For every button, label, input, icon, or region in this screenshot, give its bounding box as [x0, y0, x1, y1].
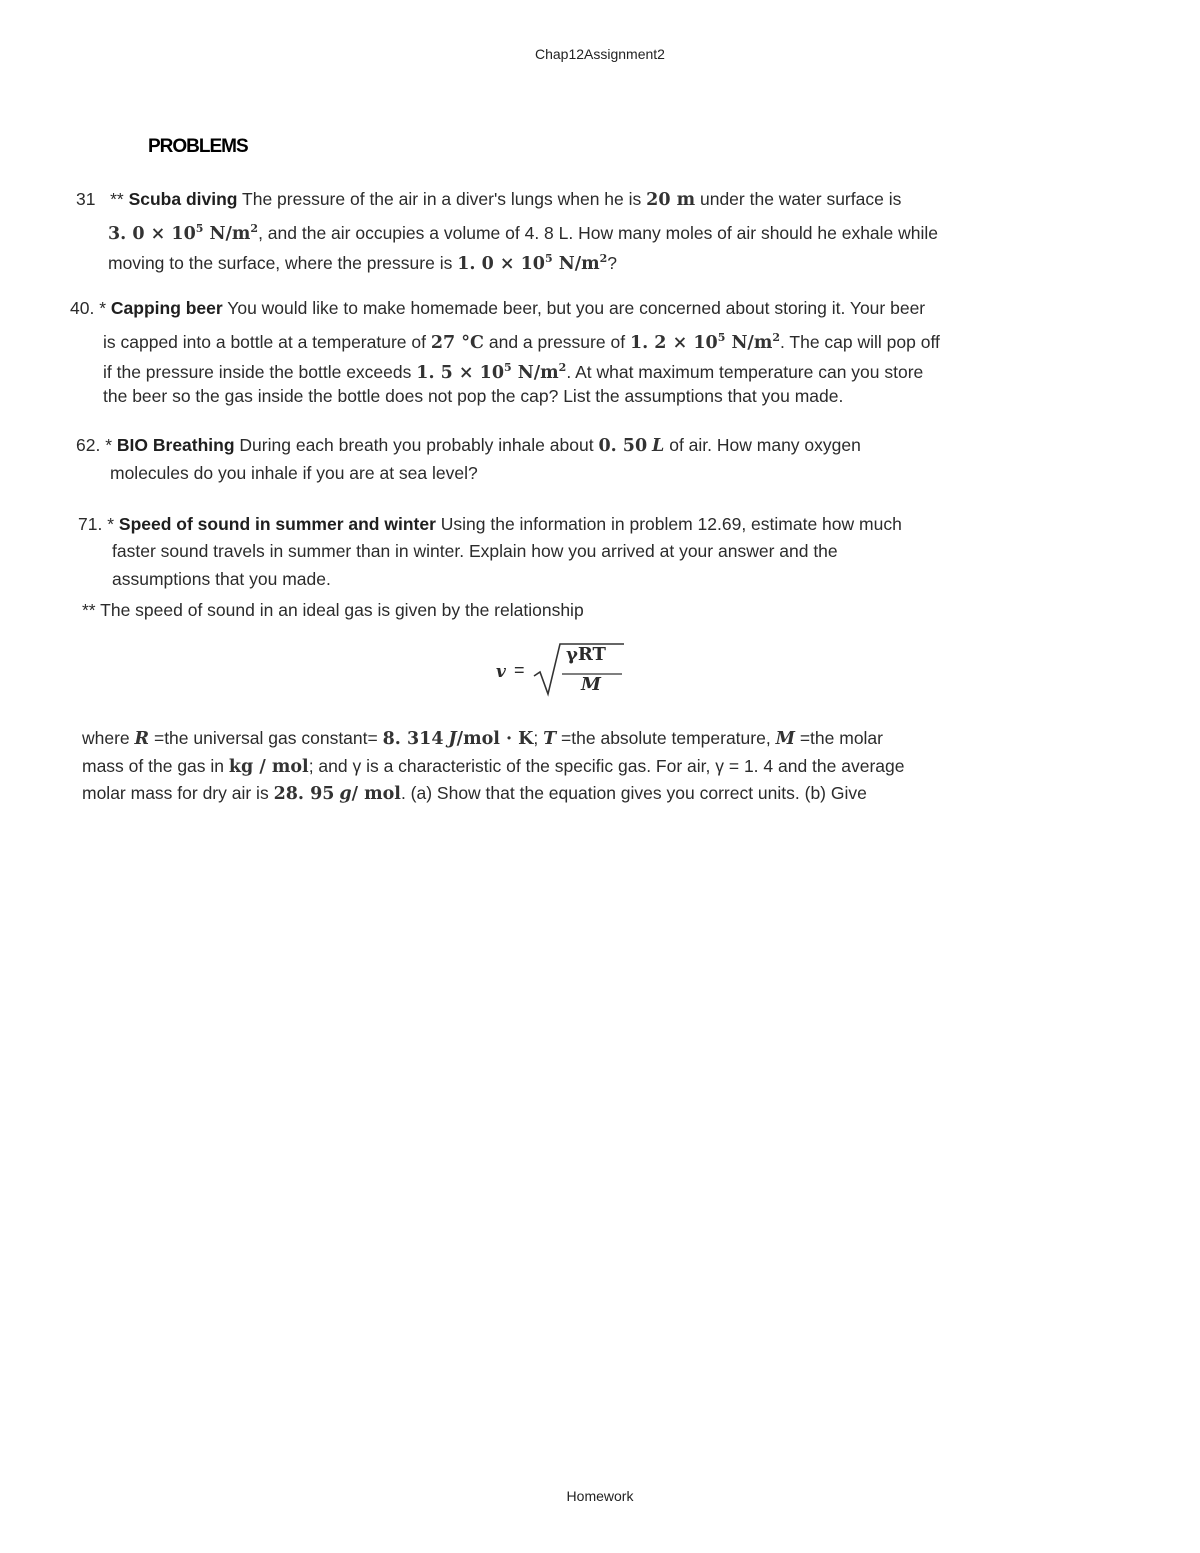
problem-69-line-2: where R =the universal gas constant= 8. 314 J/mol · K; T =the absolute temperature, M =the molar [82, 728, 883, 749]
math-expression: 1. $5 \times 10^5$ $N/m^2$ [416, 361, 567, 383]
problem-31-line-1: 31 ** Scuba diving The pressure of the air in a diver's lungs when he is 20 m under the water surface is [76, 189, 902, 210]
problem-31-line-2: 3. $0 \times 10^5$ $N/m^2$, and the air occupies a volume of 4. 8 L. How many moles of air should he exhale while [108, 222, 939, 244]
math-variable: L [652, 436, 665, 456]
formula-denominator: M [581, 674, 601, 695]
problem-71-line-2: faster sound travels in summer than in winter. Explain how you arrived at your answer and the [112, 541, 838, 561]
math-expression: 1. $0 \times 10^5$ $N/m^2$ [457, 252, 608, 274]
problem-title: Speed of sound in summer and winter [118, 514, 436, 534]
section-heading: PROBLEMS [148, 136, 248, 157]
difficulty-marker: * [99, 298, 107, 318]
problem-number: 62. [76, 435, 101, 455]
problem-69-line-4: molar mass for dry air is 28. 95 g/ mol. (a) Show that the equation gives you correct units. (b) Give [82, 783, 867, 804]
problem-62-line-2: molecules do you inhale if you are at sea level? [110, 463, 478, 483]
problem-71-line-1: 71. * Speed of sound in summer and winter Using the information in problem 12.69, estimate how much [78, 514, 902, 534]
problem-69-line-1: ** The speed of sound in an ideal gas is given by the relationship [82, 600, 584, 620]
difficulty-marker: ** [110, 189, 124, 209]
formula-numerator: γRT [566, 644, 606, 665]
problem-40-line-4: the beer so the gas inside the bottle does not pop the cap? List the assumptions that you made. [103, 386, 844, 406]
problem-number: 71. [78, 514, 103, 534]
page-footer: Homework [566, 1488, 634, 1504]
math-expression: 1. $2 \times 10^5$ $N/m^2$ [629, 331, 780, 353]
problem-title: Capping beer [110, 298, 223, 318]
problem-title: BIO Breathing [116, 435, 235, 455]
math-expression: 20 m [646, 190, 696, 210]
math-expression: 0. 50 [598, 436, 648, 456]
problem-31-line-3: moving to the surface, where the pressure is 1. $0 \times 10^5$ $N/m^2$? [108, 252, 618, 274]
problem-69-line-3: mass of the gas in kg / mol; and γ is a characteristic of the specific gas. For air, γ = 1. 4 and the average [82, 756, 905, 777]
problem-40-line-2: is capped into a bottle at a temperature of 27 °C and a pressure of 1. $2 \times 10^5$ $N/m^2$. The cap will pop off [103, 331, 940, 353]
difficulty-marker: * [105, 435, 113, 455]
problem-62-line-1: 62. * BIO Breathing During each breath you probably inhale about 0. 50 L of air. How many oxygen [76, 435, 861, 456]
problem-title: Scuba diving [128, 189, 238, 209]
page-header-title: Chap12Assignment2 [535, 46, 665, 62]
problem-40-line-1: 40. * Capping beer You would like to make homemade beer, but you are concerned about storing it. Your beer [70, 298, 926, 318]
problem-number: 31 [76, 189, 96, 209]
problem-40-line-3: if the pressure inside the bottle exceeds 1. $5 \times 10^5$ $N/m^2$. At what maximum temperature can you store [103, 361, 924, 383]
math-expression: 3. $0 \times 10^5$ $N/m^2$ [108, 222, 259, 244]
formula-lhs: v [496, 662, 506, 682]
formula-equals: = [514, 660, 525, 680]
difficulty-marker: * [107, 514, 115, 534]
problem-number: 40. [70, 298, 95, 318]
problem-71-line-3: assumptions that you made. [112, 569, 331, 589]
math-expression: 27 °C [430, 333, 484, 353]
speed-of-sound-formula [496, 638, 636, 700]
